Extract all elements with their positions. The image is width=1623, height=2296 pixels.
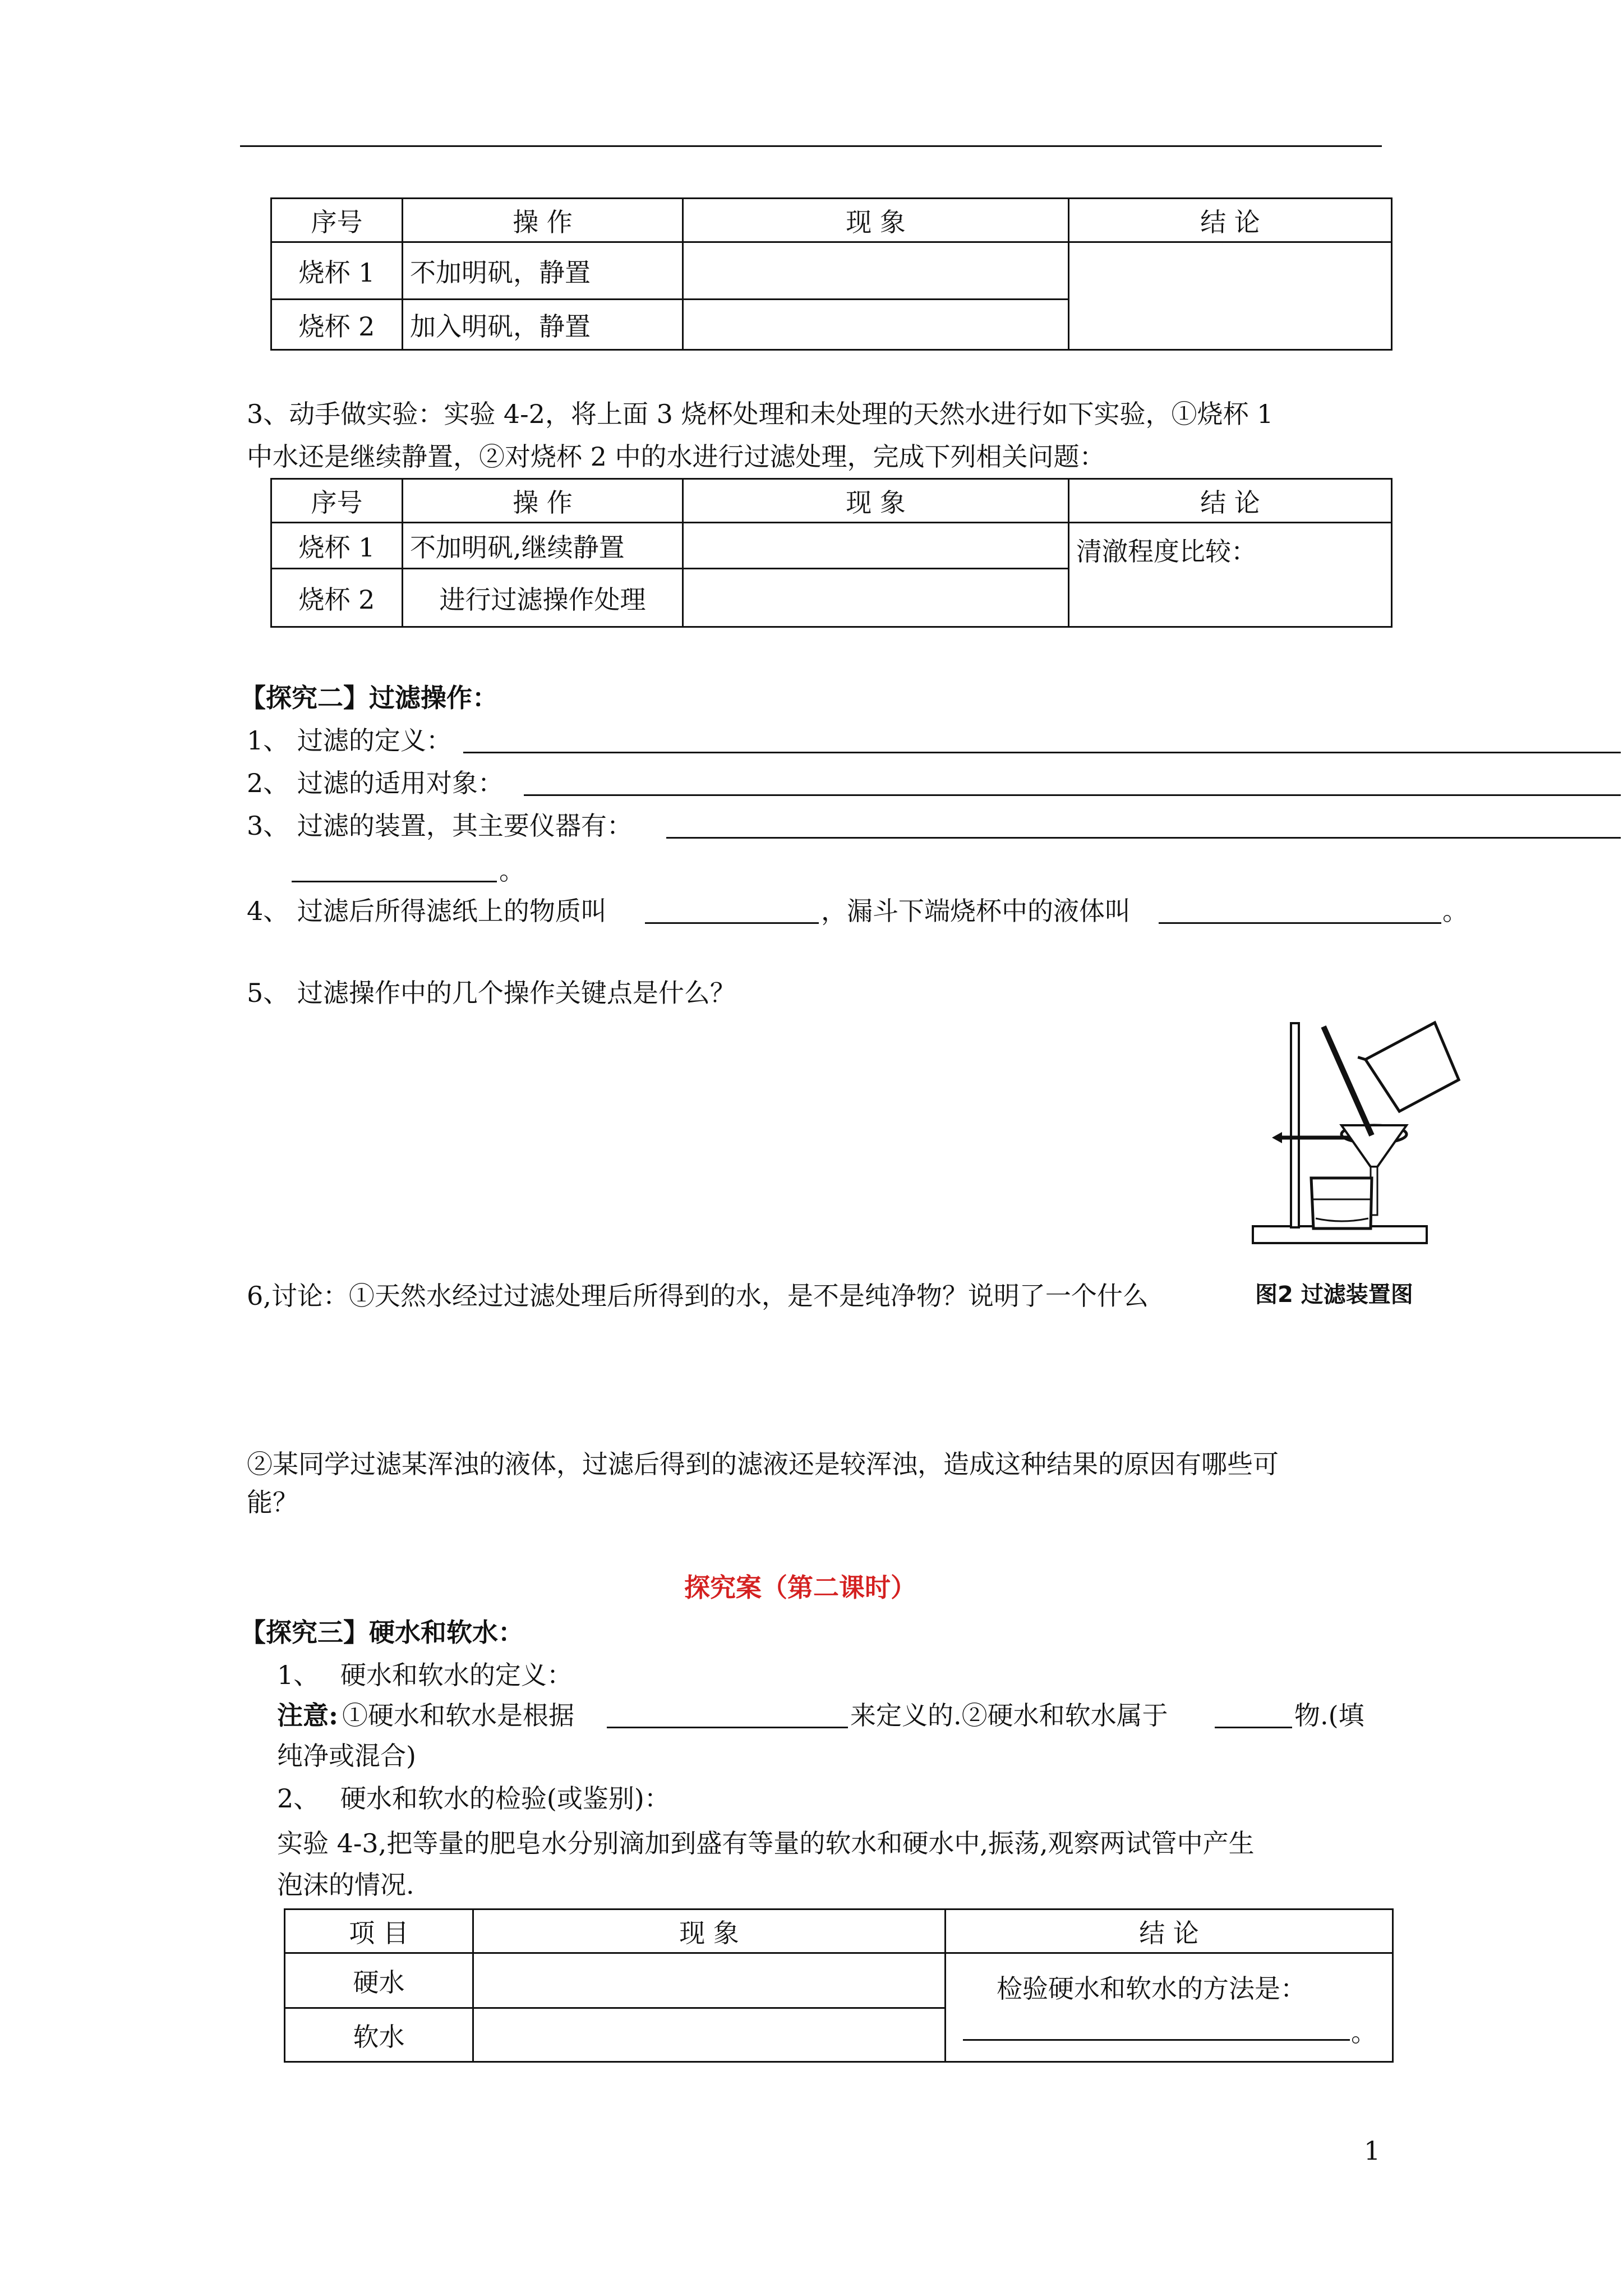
table-header: 结 论	[946, 1910, 1393, 1953]
note-line2: 纯净或混合)	[277, 1741, 416, 1771]
table-header: 现 象	[683, 479, 1069, 523]
answer-blank[interactable]	[666, 837, 1621, 839]
table-cell: 烧杯 2	[271, 569, 403, 627]
answer-blank[interactable]	[1159, 922, 1441, 924]
table-header: 结 论	[1069, 479, 1392, 523]
table-cell: 烧杯 2	[271, 300, 403, 350]
answer-blank[interactable]	[524, 794, 1621, 796]
question-6b-line2: 能？	[247, 1487, 298, 1517]
exp42-line1: 3、动手做实验：实验 4-2，将上面 3 烧杯处理和未处理的天然水进行如下实验，①烧杯 1	[247, 399, 1274, 429]
answer-blank[interactable]	[607, 1727, 848, 1728]
table-hard-soft-water	[284, 1908, 1394, 2063]
table-cell-conclusion	[946, 1953, 1393, 2062]
lesson2-title: 探究案（第二课时）	[684, 1572, 916, 1603]
item-1: 1、 硬水和软水的定义：	[277, 1660, 573, 1690]
exp43-line2: 泡沫的情况.	[277, 1870, 414, 1900]
table-cell-blank[interactable]	[683, 300, 1069, 350]
table-header: 现 象	[473, 1910, 946, 1953]
answer-blank[interactable]	[645, 922, 819, 924]
table-cell-blank[interactable]	[473, 2008, 946, 2062]
section-title-explore2: 【探究二】过滤操作：	[240, 683, 498, 713]
note-a: ①硬水和软水是根据	[342, 1700, 574, 1731]
table-header: 序号	[271, 479, 403, 523]
table-header: 操 作	[403, 199, 683, 242]
exp43-line1: 实验 4-3,把等量的肥皂水分别滴加到盛有等量的软水和硬水中,振荡,观察两试管中产生	[277, 1828, 1255, 1858]
figure-caption: 图2 过滤装置图	[1252, 1278, 1417, 1312]
table-header: 结 论	[1069, 199, 1392, 242]
table-beaker-filter	[270, 478, 1393, 628]
table-cell-blank[interactable]	[683, 569, 1069, 627]
table-cell: 不加明矾，静置	[403, 242, 683, 300]
table-header: 项 目	[285, 1910, 473, 1953]
table-cell: 烧杯 1	[271, 523, 403, 569]
question-6: 6,讨论：①天然水经过过滤处理后所得到的水，是不是纯净物？说明了一个什么	[247, 1281, 1149, 1311]
table-cell: 进行过滤操作处理	[403, 569, 683, 627]
table-header: 序号	[271, 199, 403, 242]
table-cell-blank[interactable]	[473, 1953, 946, 2008]
question-3: 3、 过滤的装置，其主要仪器有：	[247, 811, 633, 841]
table-cell: 软水	[285, 2008, 473, 2062]
filtration-apparatus-figure	[1245, 1015, 1486, 1307]
answer-blank[interactable]	[463, 752, 1621, 753]
question-4c: 。	[1442, 896, 1468, 926]
table-header: 操 作	[403, 479, 683, 523]
question-1: 1、 过滤的定义：	[247, 725, 452, 756]
table-cell: 加入明矾，静置	[403, 300, 683, 350]
table-header: 现 象	[683, 199, 1069, 242]
note-c: 物.(填	[1294, 1700, 1364, 1731]
table-cell-blank[interactable]	[683, 523, 1069, 569]
header-rule	[240, 145, 1382, 147]
answer-blank[interactable]	[1215, 1727, 1292, 1728]
page-number: 1	[1364, 2136, 1381, 2166]
question-4a: 4、 过滤后所得滤纸上的物质叫	[247, 896, 607, 926]
table-cell: 不加明矾,继续静置	[403, 523, 683, 569]
table-cell-blank[interactable]	[683, 242, 1069, 300]
answer-blank[interactable]	[963, 2039, 1350, 2041]
table-beaker-alum	[270, 197, 1393, 351]
question-5: 5、 过滤操作中的几个操作关键点是什么？	[247, 978, 736, 1008]
section-title-explore3: 【探究三】硬水和软水：	[240, 1617, 524, 1648]
table-cell-blank[interactable]	[1069, 242, 1392, 350]
table-cell: 烧杯 1	[271, 242, 403, 300]
conclusion-text: 检验硬水和软水的方法是：	[997, 1973, 1306, 2004]
question-6b-line1: ②某同学过滤某浑浊的液体，过滤后得到的滤液还是较浑浊，造成这种结果的原因有哪些可	[247, 1449, 1279, 1479]
conclusion-end: 。	[1351, 2017, 1377, 2047]
note-b: 来定义的.②硬水和软水属于	[850, 1700, 1168, 1731]
question-3-end: 。	[499, 855, 525, 886]
table-cell-conclusion: 清澈程度比较：	[1069, 523, 1392, 627]
note-label: 注意:	[277, 1700, 338, 1731]
exp42-line2: 中水还是继续静置，②对烧杯 2 中的水进行过滤处理，完成下列相关问题：	[247, 441, 1105, 472]
question-2: 2、 过滤的适用对象：	[247, 768, 504, 798]
table-cell: 硬水	[285, 1953, 473, 2008]
item-2: 2、 硬水和软水的检验(或鉴别)：	[277, 1783, 670, 1814]
question-4b: ，漏斗下端烧杯中的液体叫	[821, 896, 1131, 926]
answer-blank[interactable]	[292, 881, 497, 882]
